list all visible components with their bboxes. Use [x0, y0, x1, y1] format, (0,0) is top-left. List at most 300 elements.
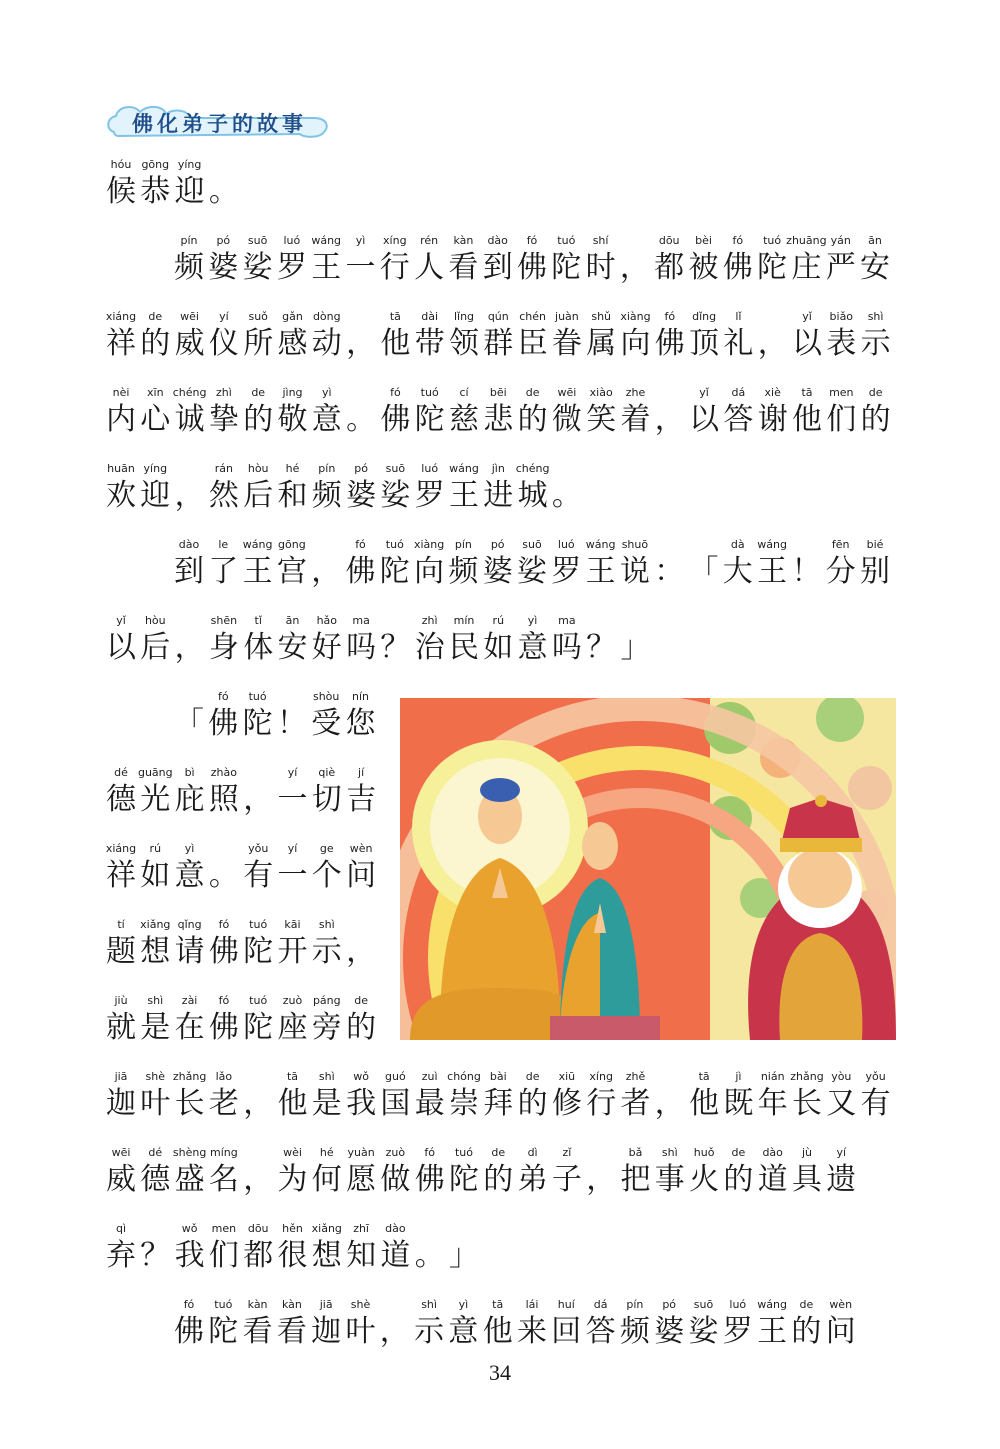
pinyin-annotation: chéng	[172, 386, 207, 399]
pinyin-annotation: gōng	[278, 538, 306, 551]
character-cell	[378, 1222, 412, 1298]
hanzi-character: 治	[414, 630, 445, 665]
hanzi-character: 道	[380, 1238, 411, 1273]
hanzi-character: 祥	[106, 858, 136, 893]
pinyin-annotation: xiàng	[413, 538, 445, 551]
pinyin-annotation: pín	[454, 538, 472, 551]
hanzi-character: 王	[311, 250, 342, 285]
hanzi-character: 受	[311, 706, 342, 741]
hanzi-character: 个	[311, 858, 342, 893]
hanzi-character: 您	[345, 706, 376, 741]
hanzi-character: 德	[106, 782, 136, 817]
pinyin-annotation: tuó	[249, 918, 268, 931]
hanzi-character: 长	[792, 1086, 822, 1121]
pinyin-annotation: yǐ	[802, 310, 812, 323]
hanzi-character: 频	[448, 554, 479, 589]
hanzi-character: ，	[243, 1086, 274, 1121]
hanzi-character: 者	[620, 1086, 651, 1121]
character-cell	[207, 766, 241, 842]
hanzi-character: 叶	[140, 1086, 171, 1121]
character-cell	[550, 462, 584, 538]
pinyin-annotation: pín	[318, 462, 336, 475]
pinyin-annotation: kāi	[284, 918, 301, 931]
pinyin-annotation: tā	[492, 1298, 504, 1311]
hanzi-character: 。	[551, 478, 582, 513]
hanzi-character: 崇	[449, 1086, 479, 1121]
pinyin-annotation: lái	[525, 1298, 539, 1311]
pinyin-annotation: dá	[731, 386, 746, 399]
hanzi-character: 在	[174, 1010, 205, 1045]
pinyin-annotation: huí	[557, 1298, 575, 1311]
hanzi-character: 吉	[346, 782, 377, 817]
hanzi-character: 一	[277, 858, 308, 893]
hanzi-character: 都	[243, 1238, 274, 1273]
hanzi-character: 的	[791, 1314, 822, 1349]
pinyin-annotation: jiā	[319, 1298, 333, 1311]
pinyin-annotation: yíng	[143, 462, 168, 475]
pinyin-annotation: zhuāng	[786, 234, 827, 247]
hanzi-character: 王	[757, 1314, 788, 1349]
hanzi-character: 叶	[345, 1314, 376, 1349]
character-cell	[858, 234, 892, 310]
hanzi-character: 感	[277, 326, 308, 361]
pinyin-annotation: wáng	[585, 538, 616, 551]
pinyin-annotation: shì	[421, 1298, 437, 1311]
hanzi-character: 旁	[311, 1010, 342, 1045]
hanzi-character: ，	[346, 934, 377, 969]
pinyin-annotation: wèi	[283, 1146, 302, 1159]
hanzi-character: 婆	[654, 1314, 685, 1349]
pinyin-annotation: pó	[662, 1298, 677, 1311]
hanzi-character: 们	[208, 1238, 239, 1273]
hanzi-character: 意	[311, 402, 342, 437]
pinyin-annotation: jì	[735, 1070, 742, 1083]
hanzi-character: 示	[414, 1314, 445, 1349]
pinyin-annotation: guó	[385, 1070, 406, 1083]
hanzi-character: 。	[346, 402, 377, 437]
pinyin-annotation: tā	[389, 310, 401, 323]
pinyin-annotation: wáng	[757, 1298, 787, 1311]
character-cell	[207, 1146, 241, 1222]
hanzi-character: 的	[723, 1162, 754, 1197]
pinyin-annotation: de	[525, 386, 540, 399]
pinyin-annotation: jí	[358, 766, 365, 779]
pinyin-annotation: dào	[487, 234, 508, 247]
hanzi-character: ？	[380, 630, 411, 665]
hanzi-character: 娑	[242, 250, 273, 285]
hanzi-character: ，	[619, 250, 650, 285]
pinyin-annotation: qì	[115, 1222, 127, 1235]
hanzi-character: 带	[414, 326, 445, 361]
character-cell	[344, 918, 378, 994]
pinyin-annotation: de	[491, 1146, 506, 1159]
hanzi-character: 民	[449, 630, 479, 665]
hanzi-character: ，	[379, 1314, 410, 1349]
pinyin-annotation: wēi	[180, 310, 199, 323]
hanzi-character: 「	[688, 554, 719, 589]
hanzi-character: 所	[243, 326, 274, 361]
pinyin-annotation: men	[211, 1222, 237, 1235]
pinyin-annotation: hǎo	[316, 614, 338, 627]
pinyin-annotation: zuò	[282, 994, 303, 1007]
hanzi-character: 婆	[346, 478, 377, 513]
hanzi-character: ：	[654, 554, 685, 589]
pinyin-annotation: dé	[114, 766, 128, 779]
character-cell	[138, 614, 172, 690]
chapter-title: 佛化弟子的故事	[132, 112, 307, 136]
pinyin-annotation: lǎo	[215, 1070, 233, 1083]
pinyin-annotation: bié	[866, 538, 884, 551]
hanzi-character: 知	[346, 1238, 377, 1273]
pinyin-annotation: hé	[319, 1146, 334, 1159]
hanzi-character: 他	[380, 326, 411, 361]
hanzi-character: 行	[379, 250, 410, 285]
hanzi-character: 吗	[346, 630, 377, 665]
hanzi-character: 有	[243, 858, 274, 893]
hanzi-character: 一	[345, 250, 376, 285]
pinyin-annotation: fó	[183, 1298, 195, 1311]
pinyin-annotation: zuò	[385, 1146, 406, 1159]
pinyin-annotation: gǎn	[282, 310, 303, 323]
hanzi-character: 然	[208, 478, 239, 513]
pinyin-annotation: fó	[218, 994, 230, 1007]
pinyin-annotation: xiǎng	[311, 1222, 342, 1235]
pinyin-annotation: yíng	[177, 158, 202, 171]
pinyin-annotation: zǐ	[562, 1146, 572, 1159]
hanzi-character: 臣	[517, 326, 548, 361]
pinyin-annotation: bì	[184, 766, 195, 779]
pinyin-annotation: zhǎng	[790, 1070, 824, 1083]
character-cell	[619, 386, 653, 462]
hanzi-character: 事	[654, 1162, 685, 1197]
hanzi-character: 祥	[106, 326, 136, 361]
hanzi-character: 挚	[208, 402, 239, 437]
pinyin-annotation: jiā	[114, 1070, 128, 1083]
pinyin-annotation: yán	[830, 234, 851, 247]
hanzi-character: 心	[140, 402, 171, 437]
hanzi-character: 王	[585, 554, 616, 589]
pinyin-annotation: xiàng	[620, 310, 651, 323]
pinyin-annotation: dài	[421, 310, 439, 323]
pinyin-annotation: shēn	[210, 614, 238, 627]
hanzi-character: 的	[483, 1162, 514, 1197]
hanzi-character: 娑	[517, 554, 547, 589]
pinyin-annotation: tǐ	[254, 614, 262, 627]
pinyin-annotation: huān	[107, 462, 135, 475]
hanzi-character: 来	[517, 1314, 547, 1349]
pinyin-annotation: hóu	[110, 158, 132, 171]
hanzi-character: 我	[346, 1086, 377, 1121]
pinyin-annotation: yǐ	[699, 386, 709, 399]
pinyin-annotation: hòu	[247, 462, 269, 475]
pinyin-annotation: dòng	[312, 310, 341, 323]
character-cell	[173, 158, 207, 234]
hanzi-character: 以	[689, 402, 720, 437]
character-cell	[344, 994, 378, 1070]
hanzi-character: 分	[825, 554, 856, 589]
pinyin-annotation: rán	[214, 462, 234, 475]
hanzi-character: 是	[140, 1010, 171, 1045]
pinyin-annotation: wǒ	[353, 1070, 369, 1083]
hanzi-character: 人	[414, 250, 445, 285]
hanzi-character: 后	[140, 630, 171, 665]
hanzi-character: 问	[346, 858, 377, 893]
pinyin-annotation: pó	[490, 538, 505, 551]
pinyin-annotation: yòu	[831, 1070, 852, 1083]
hanzi-character: 说	[619, 554, 650, 589]
pinyin-annotation: zài	[181, 994, 198, 1007]
pinyin-annotation: dá	[593, 1298, 608, 1311]
pinyin-annotation: pín	[626, 1298, 644, 1311]
hanzi-character: 拜	[483, 1086, 514, 1121]
pinyin-annotation: guāng	[137, 766, 173, 779]
pinyin-annotation: tā	[698, 1070, 710, 1083]
chapter-header	[104, 100, 334, 144]
hanzi-character: ，	[757, 326, 788, 361]
hanzi-character: 国	[380, 1086, 411, 1121]
pinyin-annotation: fó	[390, 386, 401, 399]
pinyin-annotation: fó	[218, 918, 230, 931]
pinyin-annotation: xíng	[383, 234, 407, 247]
hanzi-character: 佛	[654, 326, 685, 361]
character-cell	[310, 310, 344, 386]
hanzi-character: ，	[174, 478, 205, 513]
pinyin-annotation: nèi	[112, 386, 130, 399]
pinyin-annotation: qǐng	[177, 918, 202, 931]
hanzi-character: 。	[208, 858, 239, 893]
pinyin-annotation: nián	[760, 1070, 785, 1083]
pinyin-annotation: suō	[385, 462, 406, 475]
pinyin-annotation: yì	[458, 1298, 469, 1311]
hanzi-character: 迎	[174, 174, 205, 209]
pinyin-annotation: xiū	[558, 1070, 576, 1083]
hanzi-character: 频	[619, 1314, 650, 1349]
hanzi-character: 既	[723, 1086, 754, 1121]
pinyin-annotation: shuō	[621, 538, 649, 551]
hanzi-character: 时	[585, 250, 616, 285]
hanzi-character: 看	[276, 1314, 307, 1349]
hanzi-character: 是	[311, 1086, 342, 1121]
pinyin-annotation: wáng	[449, 462, 479, 475]
character-cell	[652, 538, 686, 614]
hanzi-character: 大	[722, 554, 753, 589]
hanzi-character: ，	[654, 1086, 685, 1121]
pinyin-annotation: hěn	[282, 1222, 303, 1235]
hanzi-character: 慈	[449, 402, 479, 437]
hanzi-character: 迎	[140, 478, 171, 513]
pinyin-annotation: pín	[180, 234, 198, 247]
hanzi-character: 意	[174, 858, 205, 893]
hanzi-character: 座	[277, 1010, 308, 1045]
pinyin-annotation: shè	[350, 1298, 371, 1311]
hanzi-character: 婆	[482, 554, 513, 589]
hanzi-character: 的	[140, 326, 171, 361]
character-cell	[344, 842, 378, 918]
pinyin-annotation: yí	[836, 1146, 847, 1159]
hanzi-character: 候	[106, 174, 136, 209]
pinyin-annotation: yǒu	[865, 1070, 886, 1083]
pinyin-annotation: lǐng	[453, 310, 475, 323]
hanzi-character: 微	[551, 402, 582, 437]
hanzi-character: 请	[174, 934, 205, 969]
character-cell	[859, 386, 893, 462]
hanzi-character: 意	[517, 630, 548, 665]
pinyin-annotation: yì	[355, 234, 366, 247]
hanzi-character: 进	[483, 478, 514, 513]
hanzi-character: 火	[689, 1162, 720, 1197]
pinyin-annotation: dà	[730, 538, 745, 551]
hanzi-character: 威	[106, 1162, 136, 1197]
character-cell	[275, 538, 309, 614]
hanzi-character: 迦	[106, 1086, 136, 1121]
pinyin-annotation: shè	[145, 1070, 166, 1083]
hanzi-character: 子	[551, 1162, 582, 1197]
hanzi-character: 向	[414, 554, 445, 589]
pinyin-annotation: xiǎng	[140, 918, 171, 931]
hanzi-character: 和	[277, 478, 308, 513]
pinyin-annotation: zhe	[625, 386, 646, 399]
hanzi-character: 陀	[757, 250, 788, 285]
pinyin-annotation: suō	[247, 234, 268, 247]
pinyin-annotation: huǒ	[693, 1146, 715, 1159]
character-cell	[859, 310, 893, 386]
hanzi-character: 意	[448, 1314, 479, 1349]
hanzi-character: 为	[277, 1162, 308, 1197]
pinyin-annotation: biǎo	[829, 310, 854, 323]
pinyin-annotation: ān	[285, 614, 300, 627]
pinyin-annotation: fēn	[831, 538, 850, 551]
character-cell	[619, 614, 653, 690]
pinyin-annotation: jù	[801, 1146, 813, 1159]
pinyin-annotation: qiè	[318, 766, 336, 779]
hanzi-character: 频	[174, 250, 204, 285]
pinyin-annotation: wǒ	[181, 1222, 198, 1235]
pinyin-annotation: yí	[287, 842, 298, 855]
character-cell	[344, 690, 378, 766]
pinyin-annotation: de	[148, 310, 163, 323]
hanzi-character: 光	[140, 782, 171, 817]
hanzi-character: 最	[414, 1086, 445, 1121]
pinyin-annotation: rú	[492, 614, 505, 627]
hanzi-character: 笑	[586, 402, 617, 437]
pinyin-annotation: fó	[732, 234, 744, 247]
pinyin-annotation: dōu	[247, 1222, 269, 1235]
hanzi-character: 做	[380, 1162, 411, 1197]
character-cell	[310, 918, 344, 994]
character-cell	[207, 1070, 241, 1146]
hanzi-character: 佛	[345, 554, 376, 589]
hanzi-character: 陀	[379, 554, 410, 589]
hanzi-character: 恭	[140, 174, 171, 209]
character-cell	[516, 462, 550, 538]
hanzi-character: 愿	[346, 1162, 377, 1197]
hanzi-character: 」	[449, 1238, 479, 1273]
hanzi-character: 切	[311, 782, 342, 817]
hanzi-character: 行	[586, 1086, 617, 1121]
buddha-and-king-illustration	[400, 698, 896, 1040]
hanzi-character: 佛	[208, 934, 239, 969]
pinyin-annotation: jìn	[491, 462, 505, 475]
hanzi-character: 佛	[722, 250, 753, 285]
pinyin-annotation: tuó	[385, 538, 404, 551]
hanzi-character: 宫	[276, 554, 307, 589]
pinyin-annotation: lǐ	[735, 310, 742, 323]
hanzi-character: 领	[449, 326, 479, 361]
hanzi-character: 庇	[174, 782, 205, 817]
pinyin-annotation: wèn	[349, 842, 373, 855]
pinyin-annotation: tā	[801, 386, 813, 399]
hanzi-character: 王	[242, 554, 273, 589]
page-number: 34	[489, 1360, 511, 1385]
hanzi-character: 到	[174, 554, 204, 589]
pinyin-annotation: yǒu	[248, 842, 269, 855]
pinyin-annotation: xīn	[147, 386, 164, 399]
pinyin-annotation: suǒ	[248, 310, 268, 323]
pinyin-annotation: rú	[149, 842, 162, 855]
pinyin-annotation: zhào	[210, 766, 237, 779]
character-cell	[858, 538, 892, 614]
hanzi-character: 示	[311, 934, 342, 969]
hanzi-character: 佛	[517, 250, 547, 285]
hanzi-character: 群	[483, 326, 514, 361]
pinyin-annotation: tuó	[214, 1298, 233, 1311]
pinyin-annotation: xiè	[764, 386, 781, 399]
hanzi-character: 具	[792, 1162, 822, 1197]
hanzi-character: 仪	[208, 326, 239, 361]
character-cell	[207, 158, 241, 234]
hanzi-character: 就	[106, 1010, 136, 1045]
hanzi-character: 答	[585, 1314, 616, 1349]
pinyin-annotation: luó	[557, 538, 575, 551]
hanzi-character: 示	[860, 326, 891, 361]
hanzi-character: 欢	[106, 478, 136, 513]
pinyin-annotation: chóng	[447, 1070, 481, 1083]
pinyin-annotation: hòu	[144, 614, 166, 627]
hanzi-character: 后	[243, 478, 274, 513]
hanzi-character: ，	[654, 402, 685, 437]
hanzi-character: 佛	[208, 1010, 239, 1045]
hanzi-character: ！	[276, 706, 307, 741]
character-cell	[584, 234, 618, 310]
pinyin-annotation: zhì	[421, 614, 438, 627]
pinyin-annotation: zhī	[353, 1222, 369, 1235]
hanzi-character: 的	[243, 402, 274, 437]
pinyin-annotation: le	[218, 538, 229, 551]
pinyin-annotation: fó	[664, 310, 676, 323]
hanzi-character: ？	[140, 1238, 171, 1273]
pinyin-annotation: wēi	[557, 386, 577, 399]
hanzi-character: 婆	[208, 250, 239, 285]
hanzi-character: 悲	[483, 402, 514, 437]
hanzi-character: 长	[174, 1086, 205, 1121]
hanzi-character: 被	[688, 250, 719, 285]
character-cell	[584, 614, 618, 690]
hanzi-character: 老	[208, 1086, 239, 1121]
pinyin-annotation: suō	[693, 1298, 714, 1311]
hanzi-character: 娑	[688, 1314, 719, 1349]
pinyin-annotation: páng	[312, 994, 341, 1007]
hanzi-character: ，	[586, 1162, 617, 1197]
pinyin-annotation: míng	[210, 1146, 238, 1159]
pinyin-annotation: kàn	[453, 234, 474, 247]
hanzi-character: 佛	[380, 402, 411, 437]
hanzi-character: 罗	[276, 250, 307, 285]
hanzi-character: 修	[551, 1086, 582, 1121]
hanzi-character: 安	[277, 630, 308, 665]
hanzi-character: 以	[106, 630, 136, 665]
pinyin-annotation: de	[354, 994, 368, 1007]
character-cell	[755, 538, 789, 614]
